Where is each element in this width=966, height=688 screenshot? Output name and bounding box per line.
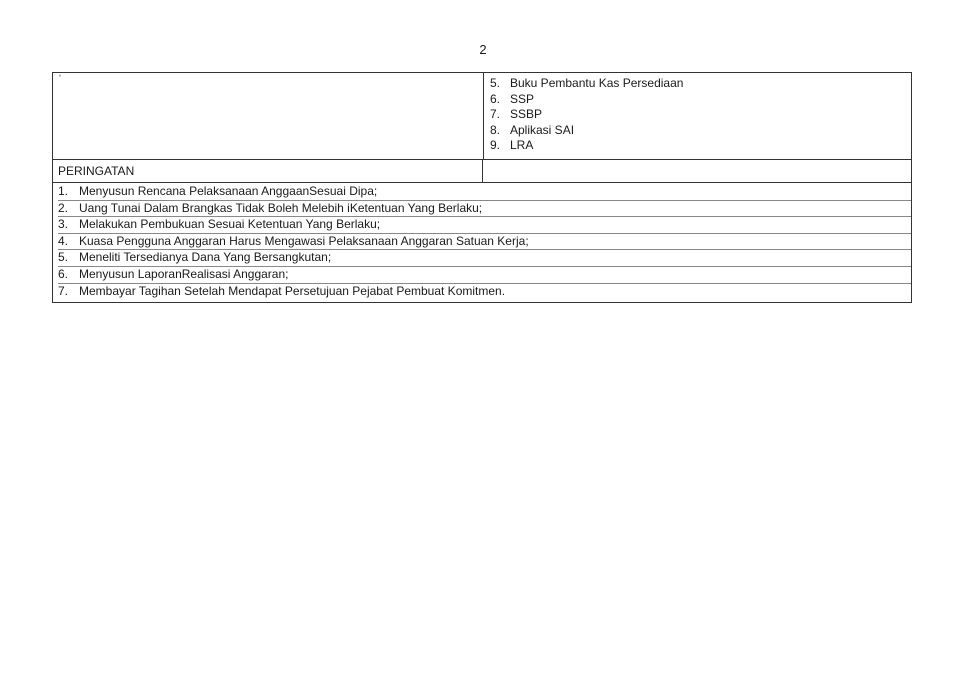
list-item-number: 8. — [490, 122, 501, 137]
warning-item-number: 2. — [58, 200, 69, 215]
list-item-text: SSBP — [510, 107, 543, 121]
warning-item-text: Meneliti Tersedianya Dana Yang Bersangkutan; — [79, 250, 332, 265]
list-item-text: Buku Pembantu Kas Persediaan — [510, 76, 684, 90]
list-item-text: LRA — [510, 138, 534, 152]
warning-item-number: 5. — [58, 250, 69, 265]
warning-item-number: 1. — [58, 184, 69, 198]
list-item — [490, 123, 911, 139]
list-item-text: Aplikasi SAI — [510, 122, 575, 137]
list-item — [490, 92, 911, 108]
warning-item — [58, 201, 911, 218]
list-item — [490, 138, 911, 154]
warning-item — [58, 217, 911, 234]
list-item-number: 7. — [490, 107, 501, 121]
warning-item-text: Menyusun LaporanRealisasi Anggaran; — [79, 266, 289, 281]
list-item-number: 9. — [490, 138, 501, 152]
warning-item — [58, 284, 911, 300]
document-table — [52, 72, 912, 303]
warning-item-text: Kuasa Pengguna Anggaran Harus Mengawasi Pelaksanaan Anggaran Satuan Kerja; — [79, 233, 529, 248]
warning-heading-row — [53, 160, 911, 183]
warning-item-number: 7. — [58, 283, 69, 298]
top-right-cell — [484, 73, 911, 159]
warning-item-number: 4. — [58, 233, 69, 248]
warning-item-number: 3. — [58, 217, 69, 232]
tick-mark: ‘ — [59, 73, 61, 83]
list-item — [490, 76, 911, 92]
warning-item-text: Membayar Tagihan Setelah Mendapat Persetujuan Pejabat Pembuat Komitmen. — [79, 283, 506, 298]
page-number: 2 — [479, 42, 487, 57]
warning-item-text: Menyusun Rencana Pelaksanaan AnggaanSesuai Dipa; — [79, 184, 378, 198]
warning-item — [58, 267, 911, 284]
warning-item — [58, 184, 911, 201]
heading-right-cell — [483, 160, 911, 182]
warning-heading: PERINGATAN — [53, 160, 483, 182]
list-item-number: 6. — [490, 91, 501, 106]
warning-item — [58, 234, 911, 251]
list-item-number: 5. — [490, 76, 501, 90]
warning-item — [58, 250, 911, 267]
warning-item-number: 6. — [58, 266, 69, 281]
warning-list — [53, 183, 911, 302]
warning-item-text: Uang Tunai Dalam Brangkas Tidak Boleh Melebih iKetentuan Yang Berlaku; — [79, 200, 483, 215]
list-item — [490, 107, 911, 123]
warning-item-text: Melakukan Pembukuan Sesuai Ketentuan Yang Berlaku; — [79, 217, 381, 232]
list-item-text: SSP — [510, 91, 535, 106]
table-top-row — [53, 73, 911, 160]
top-left-cell — [53, 73, 484, 159]
